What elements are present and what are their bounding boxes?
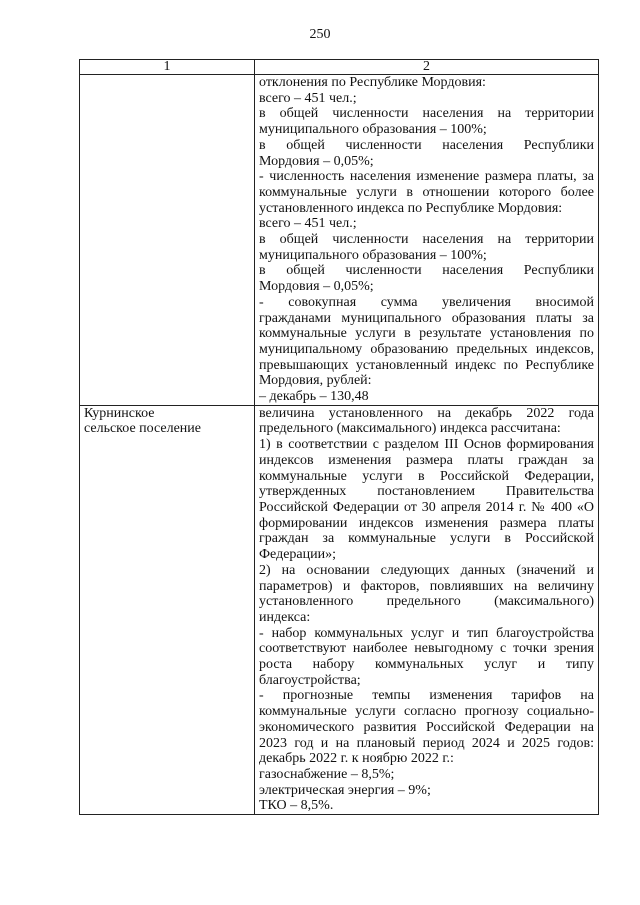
text-line: - набор коммунальных услуг и тип благоустройства <box>259 625 594 641</box>
text-line: Мордовия – 0,05%; <box>259 153 374 169</box>
text-line: Российской Федерации от 30 апреля 2014 г. № 400 «О <box>259 499 594 515</box>
column-header-1: 1 <box>80 60 255 75</box>
text-line: коммунальные услуги в результате установления по <box>259 326 594 342</box>
text-line: муниципального образования – 100%; <box>259 247 487 263</box>
text-line: - прогнозные темпы изменения тарифов на <box>259 688 594 704</box>
table-cell-description <box>255 405 599 814</box>
text-line: всего – 451 чел.; <box>259 216 357 232</box>
text-line: роста набору коммунальных услуг и типу <box>259 657 594 673</box>
document-table <box>79 59 599 815</box>
text-line: - численность населения изменение размера платы, за <box>259 169 594 185</box>
text-line: 2) на основании следующих данных (значений и <box>259 562 594 578</box>
table-cell-description <box>255 75 599 406</box>
table-row <box>80 405 599 814</box>
text-line: предельного (максимального) индекса рассчитана: <box>259 421 561 437</box>
text-line: гражданами муниципального образования платы за <box>259 310 594 326</box>
text-line: газоснабжение – 8,5%; <box>259 766 395 782</box>
text-line: граждан за коммунальные услуги в Российской <box>259 531 594 547</box>
description-text <box>259 75 594 405</box>
text-line: формировании индексов изменения размера платы <box>259 515 594 531</box>
municipality-type: сельское поселение <box>84 421 201 437</box>
text-line: величина установленного на декабрь 2022 года <box>259 405 594 421</box>
text-line: отклонения по Республике Мордовия: <box>259 75 486 90</box>
text-line: декабрь 2022 г. к ноябрю 2022 г.: <box>259 751 454 767</box>
text-line: Мордовия, рублей: <box>259 373 372 389</box>
text-line: установленного предельного (максимального) <box>259 594 594 610</box>
table-row <box>80 75 599 406</box>
table-cell-municipality <box>80 75 255 406</box>
text-line: Федерации»; <box>259 547 337 563</box>
text-line: индексов изменения размера платы граждан за <box>259 452 594 468</box>
text-line: коммунальные услуги в отношении которого более <box>259 184 594 200</box>
description-text <box>259 406 594 814</box>
text-line: коммунальные услуги в Российской Федерации, <box>259 468 594 484</box>
text-line: соответствуют наиболее невыгодному с точки зрения <box>259 641 594 657</box>
text-line: – декабрь – 130,48 <box>259 389 369 405</box>
page-number: 250 <box>309 27 331 42</box>
municipality-name: Курнинское <box>84 405 155 421</box>
text-line: в общей численности населения на территории <box>259 106 594 122</box>
text-line: муниципальному образованию предельных индексов, <box>259 341 594 357</box>
text-line: коммунальные услуги согласно прогнозу социально- <box>259 704 594 720</box>
column-header-2: 2 <box>255 60 599 75</box>
text-line: в общей численности населения Республики <box>259 263 594 279</box>
text-line: всего – 451 чел.; <box>259 90 357 106</box>
text-line: экономического развития Российской Федерации на <box>259 719 594 735</box>
text-line: муниципального образования – 100%; <box>259 122 487 138</box>
text-line: превышающих установленный индекс по Республике <box>259 357 594 373</box>
text-line: утвержденных постановлением Правительства <box>259 484 594 500</box>
text-line: в общей численности населения на территории <box>259 232 594 248</box>
text-line: в общей численности населения Республики <box>259 137 594 153</box>
text-line: установленного индекса по Республике Мордовия: <box>259 200 563 216</box>
text-line: - совокупная сумма увеличения вносимой <box>259 294 594 310</box>
table-cell-municipality <box>80 405 255 814</box>
table-header-row <box>80 60 599 75</box>
text-line: параметров) и факторов, повлиявших на величину <box>259 578 594 594</box>
text-line: 2023 год и на плановый период 2024 и 2025 годов: <box>259 735 594 751</box>
text-line: индекса: <box>259 609 311 625</box>
text-line: 1) в соответствии с разделом III Основ формирования <box>259 437 594 453</box>
text-line: электрическая энергия – 9%; <box>259 782 431 798</box>
text-line: благоустройства; <box>259 672 361 688</box>
text-line: Мордовия – 0,05%; <box>259 279 374 295</box>
text-line: ТКО – 8,5%. <box>259 798 334 814</box>
